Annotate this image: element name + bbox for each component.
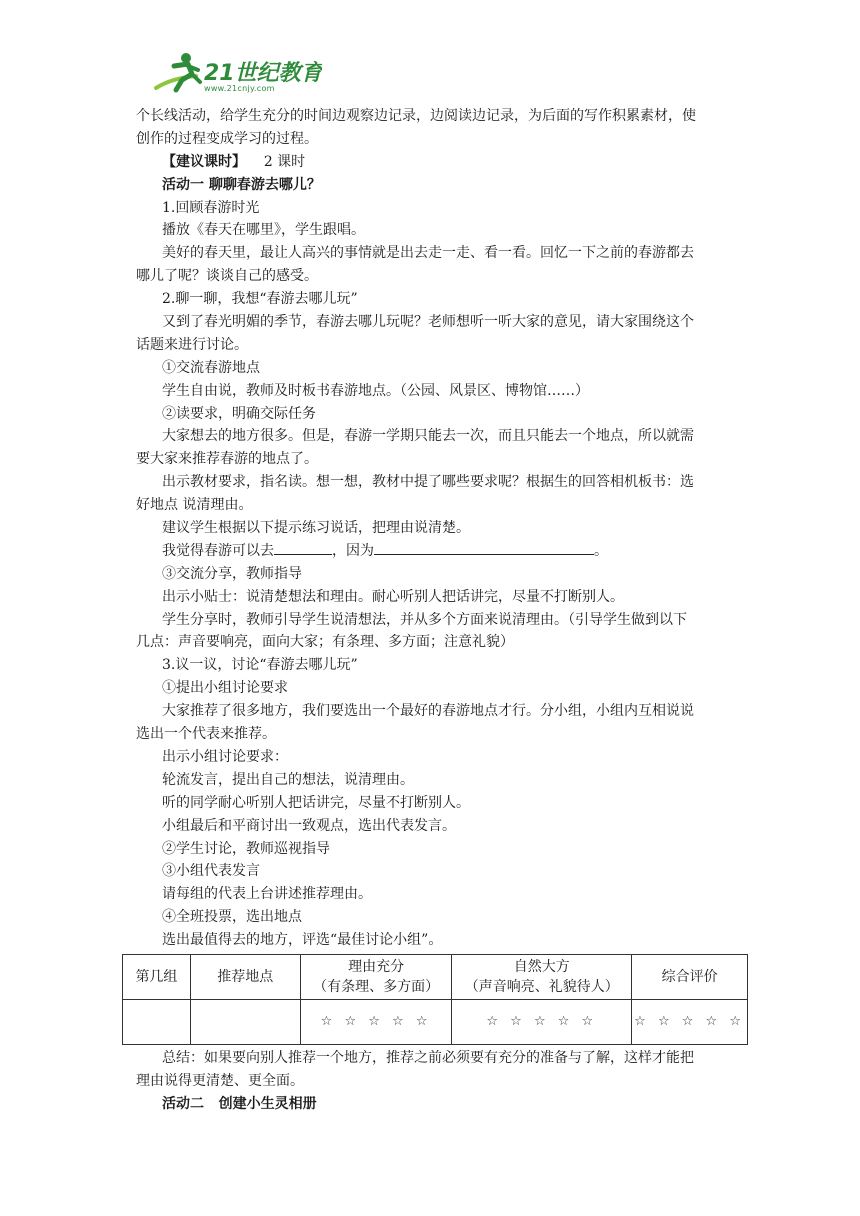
sentence-part: 。 [594, 542, 608, 559]
paragraph: 听的同学耐心听别人把话讲完，尽量不打断别人。 [162, 794, 470, 811]
table-header: 自然大方 （声音响亮、礼貌待人） [452, 954, 632, 999]
star-rating: ☆ ☆ ☆ ☆ ☆ [300, 999, 452, 1044]
paragraph: 哪儿了呢？谈谈自己的感受。 [136, 268, 318, 285]
paragraph: 请每组的代表上台讲述推荐理由。 [162, 886, 372, 903]
hours-value: 2 课时 [263, 153, 306, 170]
paragraph: 美好的春天里，最让人高兴的事情就是出去走一走、看一看。回忆一下之前的春游都去 [162, 245, 694, 262]
paragraph: 又到了春光明媚的季节，春游去哪儿玩呢？老师想听一听大家的意见，请大家围绕这个 [162, 314, 694, 331]
blank-line [274, 540, 332, 555]
table-cell [190, 999, 300, 1044]
paragraph: 几点：声音要响亮，面向大家；有条理、多方面；注意礼貌） [136, 634, 514, 651]
paragraph: 小组最后和平商讨出一致观点，选出代表发言。 [162, 817, 456, 834]
paragraph: 好地点 说清理由。 [136, 497, 253, 514]
paragraph: 播放《春天在哪里》，学生跟唱。 [162, 222, 365, 239]
paragraph: 总结：如果要向别人推荐一个地方，推荐之前必须要有充分的准备与了解，这样才能把 [162, 1049, 694, 1066]
paragraph: 理由说得更清楚、更全面。 [136, 1072, 304, 1089]
fill-in-sentence [136, 540, 736, 563]
paragraph: 个长线活动，给学生充分的时间边观察边记录，边阅读边记录，为后面的写作积累素材，使 [136, 108, 696, 124]
step-heading: ①交流春游地点 [162, 359, 260, 376]
blank-line [374, 540, 594, 555]
table-header: 理由充分 （有条理、多方面） [300, 954, 452, 999]
paragraph: 出示教材要求，指名读。想一想，教材中提了哪些要求呢？根据生的回答相机板书：选 [162, 474, 694, 491]
star-rating: ☆ ☆ ☆ ☆ ☆ [452, 999, 632, 1044]
logo-text: 21世纪教育 [204, 61, 322, 86]
activity-heading: 活动二 创建小生灵相册 [162, 1095, 317, 1112]
logo-url: www.21cnjy.com [204, 84, 275, 93]
paragraph: 出示小贴士：说清楚想法和理由。耐心听别人把话讲完，尽量不打断别人。 [162, 588, 624, 605]
site-logo [152, 50, 322, 98]
table-cell [123, 999, 191, 1044]
step-heading: ②学生讨论，教师巡视指导 [162, 840, 330, 857]
step-heading: ②读要求，明确交际任务 [162, 405, 316, 422]
paragraph: 学生分享时，教师引导学生说清想法，并从多个方面来说清理由。（引导学生做到以下 [162, 611, 687, 628]
paragraph: 大家想去的地方很多。但是，春游一学期只能去一次，而且只能去一个地点，所以就需 [162, 428, 694, 445]
paragraph: 轮流发言，提出自己的想法，说清理由。 [162, 771, 414, 788]
paragraph: 出示小组讨论要求： [162, 748, 288, 765]
paragraph: 大家推荐了很多地方，我们要选出一个最好的春游地点才行。分小组，小组内互相说说 [162, 703, 694, 720]
star-rating: ☆ ☆ ☆ ☆ ☆ [632, 999, 748, 1044]
step-heading: ④全班投票，选出地点 [162, 909, 302, 926]
step-heading: ③小组代表发言 [162, 863, 260, 880]
sentence-part: ，因为 [332, 542, 374, 559]
paragraph: 选出最值得去的地方，评选“最佳讨论小组”。 [162, 932, 443, 949]
step-heading: ①提出小组讨论要求 [162, 680, 288, 697]
paragraph: 话题来进行讨论。 [136, 336, 248, 353]
activity-heading: 活动一 聊聊春游去哪儿？ [162, 176, 321, 193]
section-heading: 3.议一议，讨论“春游去哪儿玩” [162, 657, 358, 674]
table-row [123, 999, 748, 1044]
paragraph: 要大家来推荐春游的地点了。 [136, 451, 318, 468]
sentence-part: 我觉得春游可以去 [162, 542, 274, 559]
paragraph: 选出一个代表来推荐。 [136, 726, 276, 743]
paragraph: 创作的过程变成学习的过程。 [136, 130, 318, 147]
hours-label: 【建议课时】 [162, 153, 246, 170]
lesson-hours [136, 151, 736, 174]
table-header-row [123, 954, 748, 999]
step-heading: ③交流分享，教师指导 [162, 565, 302, 582]
document-body [135, 105, 745, 1116]
table-header: 综合评价 [632, 954, 748, 999]
paragraph: 建议学生根据以下提示练习说话，把理由说清楚。 [162, 520, 470, 537]
section-heading: 2.聊一聊，我想“春游去哪儿玩” [162, 291, 358, 308]
table-header: 第几组 [123, 954, 191, 999]
paragraph: 学生自由说，教师及时板书春游地点。（公园、风景区、博物馆……） [162, 382, 589, 399]
section-heading: 1.回顾春游时光 [162, 199, 260, 216]
evaluation-table [122, 954, 748, 1045]
table-header: 推荐地点 [190, 954, 300, 999]
